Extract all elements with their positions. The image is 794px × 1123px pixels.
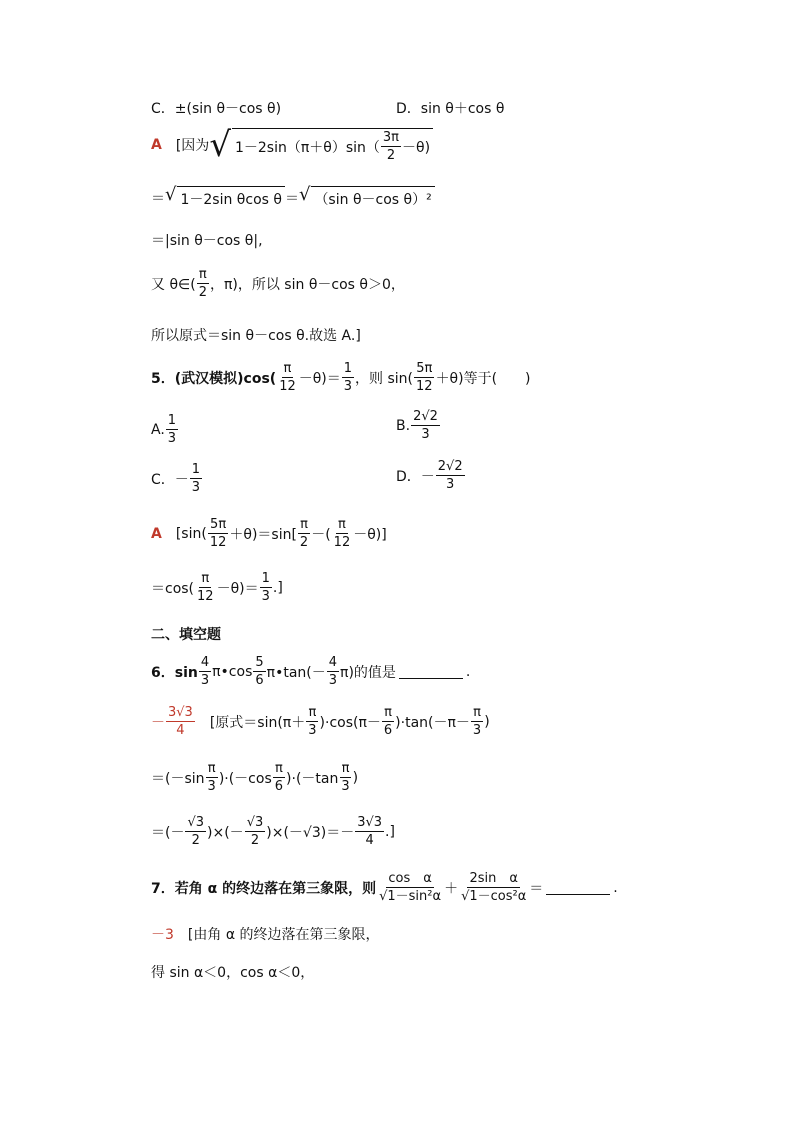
expr: .] xyxy=(385,823,395,840)
expr: )×(－√3)＝－ xyxy=(266,824,355,841)
fraction: $\frac{3\pi}{2}$ xyxy=(382,130,400,163)
q4-solution-line3 xyxy=(151,230,263,250)
sqrt-expression: √ （sin θ－cos θ）² xyxy=(299,186,435,209)
expr: 所以原式＝sin θ－cos θ.故选 A.] xyxy=(151,328,361,344)
fraction: $\frac{5}{6}$ xyxy=(255,655,264,688)
fraction: $\frac{2√2}{3}$ xyxy=(437,459,463,492)
option-text: C．±(sin θ－cos θ) xyxy=(151,101,282,117)
answer-sign: － xyxy=(151,714,165,731)
fraction: $\frac{\text{cos α}}{\text{√1－sin²α}}$ xyxy=(379,871,442,904)
q6-solution-line3 xyxy=(151,816,395,847)
q4-solution-line1 xyxy=(151,125,433,165)
expr: ) xyxy=(352,769,359,786)
answer-mark: A xyxy=(151,525,162,542)
q6-stem xyxy=(151,656,470,687)
question-text: ，则 sin( xyxy=(355,370,414,387)
fraction: $\frac{1}{3}$ xyxy=(261,571,270,604)
q7-solution-line2 xyxy=(151,962,314,982)
expr: )·(－tan xyxy=(286,770,339,787)
q5-option-c xyxy=(151,463,203,494)
section-title: 二、填空题 xyxy=(151,627,221,643)
q4-solution-line5 xyxy=(151,325,361,345)
expr: ＝ xyxy=(151,190,165,207)
fraction: $\frac{1}{3}$ xyxy=(343,361,353,394)
expr: [sin( xyxy=(175,525,207,542)
question-text: π•tan(－ xyxy=(266,664,326,681)
answer-blank[interactable] xyxy=(399,664,463,679)
expr: )×(－ xyxy=(207,824,244,841)
option-label: D．－ xyxy=(396,468,435,485)
fraction: $\frac{4}{3}$ xyxy=(328,655,338,688)
question-text: ＝ xyxy=(529,880,544,897)
question-text: . xyxy=(613,879,618,896)
expr: 1－2sin（π＋θ）sin（ xyxy=(234,139,380,156)
q5-option-b xyxy=(396,410,441,441)
question-text: π•cos xyxy=(212,663,253,680)
expr: ＝|sin θ－cos θ|, xyxy=(151,233,263,249)
fraction: $\frac{√3}{2}$ xyxy=(187,815,205,848)
expr: －θ) xyxy=(402,139,431,156)
fraction: $\frac{5\pi}{12}$ xyxy=(416,361,433,394)
fraction: $\frac{√3}{2}$ xyxy=(246,815,264,848)
sqrt-expression: √ 1－2sin（π＋θ）sin（ $\frac{3\pi}{2}$ －θ) xyxy=(209,128,433,162)
question-text: 5．(武汉模拟)cos( xyxy=(151,370,277,387)
fraction: $\frac{3√3}{4}$ xyxy=(357,815,383,848)
q5-option-d xyxy=(396,460,466,491)
fraction: $\frac{\pi}{12}$ xyxy=(279,361,296,394)
expr: ＝(－sin xyxy=(151,770,205,787)
expr: －θ)] xyxy=(353,526,387,543)
answer-mark: A xyxy=(151,137,162,153)
expr: ，π)，所以 sin θ－cos θ＞0， xyxy=(209,276,405,293)
fraction: $\frac{\text{2sin α}}{\text{√1－cos²α}}$ xyxy=(461,871,527,904)
fraction: $\frac{1}{3}$ xyxy=(167,413,177,446)
option-label: C．－ xyxy=(151,471,189,488)
expr: ＝(－ xyxy=(151,824,185,841)
expr: .] xyxy=(272,579,283,596)
q4-solution-line2 xyxy=(151,186,435,209)
fraction: $\frac{\pi}{3}$ xyxy=(207,761,216,794)
option-text: D．sin θ＋cos θ xyxy=(396,101,505,117)
fraction: $\frac{\pi}{3}$ xyxy=(472,705,482,738)
expr: －θ)＝ xyxy=(216,580,259,597)
fraction: $\frac{\pi}{6}$ xyxy=(383,705,393,738)
question-text: ＋θ)等于( ) xyxy=(435,370,531,387)
expr: )·cos(π－ xyxy=(319,714,381,731)
q5-solution-line1 xyxy=(151,518,387,549)
fraction: $\frac{\pi}{3}$ xyxy=(341,761,350,794)
answer-value: －3 xyxy=(151,927,174,943)
section-heading xyxy=(151,624,221,644)
q7-solution-line1 xyxy=(151,924,380,944)
fraction: $\frac{\pi}{6}$ xyxy=(274,761,284,794)
expr: )·(－cos xyxy=(218,770,272,787)
fraction: $\frac{1}{3}$ xyxy=(191,462,201,495)
expr: 又 θ∈( xyxy=(151,276,196,293)
fraction: $\frac{2√2}{3}$ xyxy=(413,409,438,442)
fraction: $\frac{\pi}{12}$ xyxy=(197,571,214,604)
solution-text: [因为 xyxy=(175,138,210,154)
q4-option-c xyxy=(151,98,281,118)
q6-solution-line2 xyxy=(151,762,358,793)
expr: [由角 α 的终边落在第三象限， xyxy=(187,927,380,943)
expr: [原式＝sin(π＋ xyxy=(209,714,306,731)
fraction: $\frac{\pi}{2}$ xyxy=(198,267,207,300)
expr: ＋θ)＝sin[ xyxy=(229,526,297,543)
option-label: B. xyxy=(396,417,411,434)
expr: )·tan(－π－ xyxy=(395,714,470,731)
answer-blank[interactable] xyxy=(546,880,610,895)
fraction: $\frac{\pi}{2}$ xyxy=(299,517,309,550)
question-text: π)的值是 xyxy=(340,664,396,681)
fraction: $\frac{\pi}{12}$ xyxy=(333,517,351,550)
q5-solution-line2 xyxy=(151,572,283,603)
expr: 得 sin α＜0，cos α＜0， xyxy=(151,965,315,981)
question-text: 7．若角 α 的终边落在第三象限，则 xyxy=(151,880,377,897)
answer-fraction: $\frac{3√3}{4}$ xyxy=(168,705,193,738)
option-label: A. xyxy=(151,421,165,438)
q5-stem xyxy=(151,362,531,393)
fraction: $\frac{\pi}{3}$ xyxy=(308,705,317,738)
q7-stem xyxy=(151,872,618,903)
expr: ＝ xyxy=(284,190,299,207)
fraction: $\frac{4}{3}$ xyxy=(200,655,210,688)
expr: －( xyxy=(311,526,331,543)
sqrt-expression: √ 1－2sin θcos θ xyxy=(165,186,285,209)
question-text: . xyxy=(465,663,471,680)
q4-option-d xyxy=(396,98,504,118)
expr: ＝cos( xyxy=(151,580,195,597)
question-text: 6．sin xyxy=(151,664,198,681)
q5-option-a xyxy=(151,414,179,445)
expr: ) xyxy=(484,713,490,730)
question-text: －θ)＝ xyxy=(298,370,341,387)
q6-solution-line1 xyxy=(151,706,490,737)
fraction: $\frac{5\pi}{12}$ xyxy=(209,517,227,550)
q4-solution-line4 xyxy=(151,268,405,299)
question-text: ＋ xyxy=(444,880,459,897)
